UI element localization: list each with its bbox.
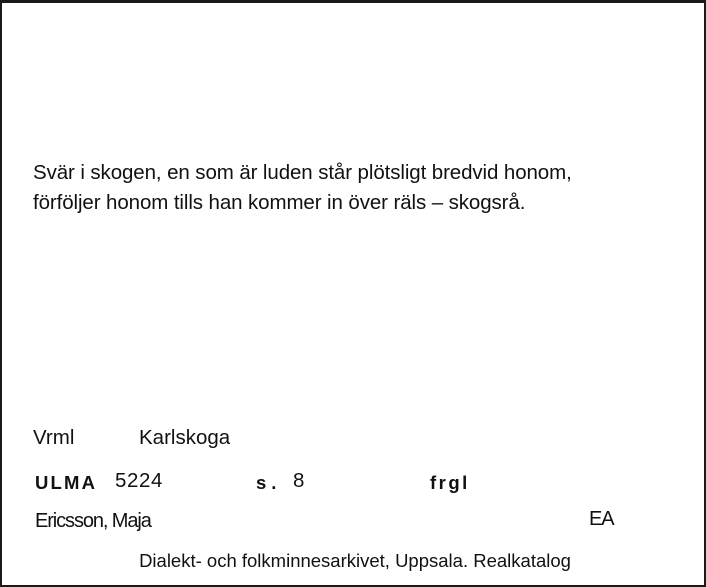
body-line-2: förföljer honom tills han kommer in över räls – skogsrå.	[33, 191, 526, 214]
page-number: 8	[293, 469, 305, 492]
archive-code: ULMA	[35, 472, 98, 493]
card-body-text	[33, 158, 693, 218]
record-number: 5224	[115, 469, 164, 492]
parish-label: Karlskoga	[139, 426, 231, 449]
body-line-1: Svär i skogen, en som är luden står plötsligt bredvid honom,	[33, 161, 572, 184]
page-label: s.	[256, 472, 282, 493]
type-code: frgl	[430, 472, 470, 493]
province-label: Vrml	[33, 426, 75, 449]
category-code: EA	[589, 508, 614, 530]
informant-name: Ericsson, Maja	[35, 510, 151, 532]
archive-footer: Dialekt- och folkminnesarkivet, Uppsala. Realkatalog	[139, 550, 571, 571]
